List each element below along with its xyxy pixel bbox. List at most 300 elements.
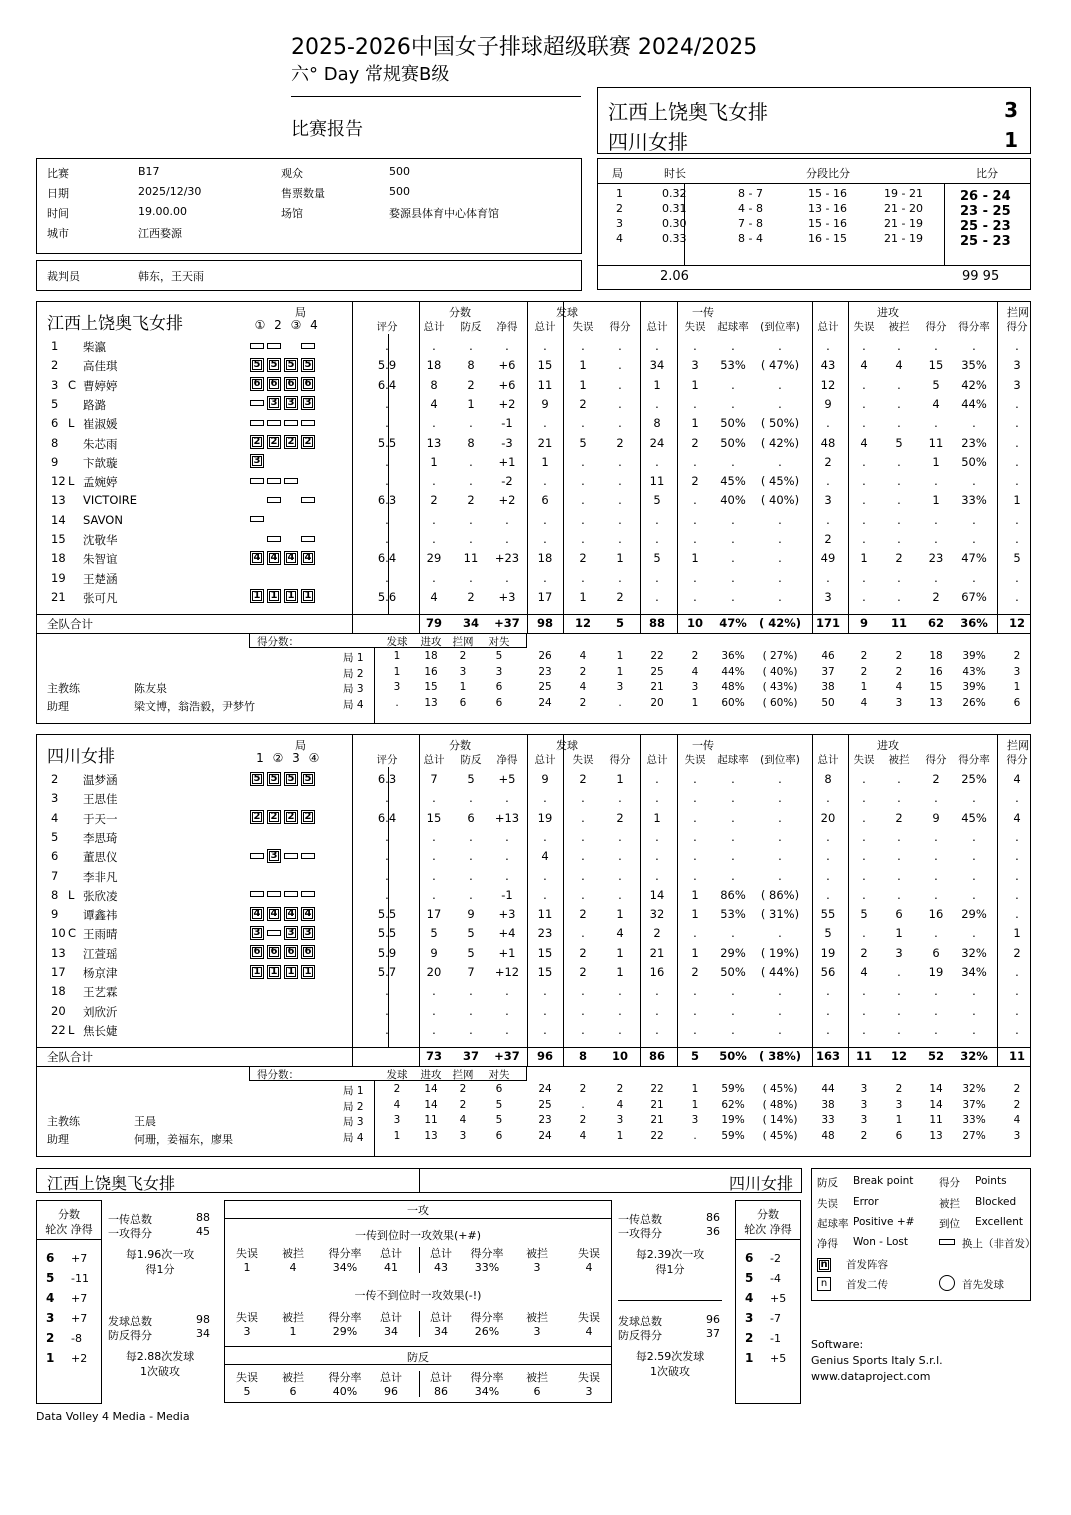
starting-position: 3 [287,926,295,938]
stat-cell: +6 [498,377,516,392]
rotation-cells [250,925,318,940]
info-value: B17 [138,165,160,178]
stat-cell: . [693,512,697,527]
starting-position-icon [250,926,264,940]
starting-position: 4 [253,551,261,563]
stat-cell: . [897,570,901,585]
stat-cell: 42% [961,377,987,392]
player-name: 张欣凌 [83,888,118,903]
starting-position: 3 [287,397,295,409]
set-stat: 4 [895,681,903,693]
stat-cell: 2 [616,810,624,825]
player-name: 路潞 [83,397,106,412]
stat-cell: 23 [537,926,553,941]
info-label: 比赛 [47,167,69,180]
stat-cell: . [543,532,547,546]
set-cell: 19 - 21 [884,187,923,200]
info-label: 时间 [47,207,69,220]
stat-cell: 2 [616,589,624,604]
stat-cell: 29% [961,907,987,922]
total-cell: ( 38%) [758,1049,802,1063]
stat-cell: . [693,570,697,585]
set-marker: 1 [256,751,264,765]
player-number: 9 [51,907,59,922]
coach-label: 主教练 [47,682,80,695]
set-points: 2 [459,1083,467,1095]
stat-cell: . [618,512,622,527]
stat-cell: . [581,984,585,999]
player-number: 5 [51,829,59,844]
stat-cell: . [693,810,697,825]
rotation-net: -4 [770,1272,781,1285]
stat-cell: . [897,849,901,864]
rotation-header: 轮次 净得 [45,1223,93,1236]
stat-cell: -3 [501,435,513,450]
divider [419,1169,420,1193]
stat-cell: 3 [1013,358,1021,373]
stat-cell: 20 [820,810,836,825]
player-number: 20 [51,1003,66,1018]
stat-cell: . [581,532,585,546]
stat-cell: . [897,493,901,508]
stat-cell: . [862,493,866,508]
starting-position-icon [301,907,315,921]
col-header: (到位率) [760,754,800,766]
stat-cell: 2 [579,945,587,960]
stat-cell: 5 [824,926,832,941]
starting-position-icon [267,358,281,372]
set-row-label: 局 2 [343,667,364,680]
stat-cell: 35% [961,358,987,373]
stat-cell: 5 [860,907,868,922]
starting-position-icon [817,1258,831,1272]
stat-cell: 15 [537,945,553,960]
col-header: 失误 [572,321,594,333]
player-number: 2 [51,772,59,786]
stat-cell: 1 [579,589,587,604]
starting-position-icon [250,907,264,921]
stat-cell: . [1015,339,1019,353]
total-cell: 73 [425,1049,442,1063]
sideout-bad-value: 4 [585,1325,593,1338]
rotation-number: 2 [745,1331,754,1345]
starting-position: 1 [304,965,312,977]
stat-cell: . [862,532,866,546]
stat-cell: . [934,1022,938,1037]
legend-term: 防反 [817,1177,838,1189]
stat-cell: . [826,512,830,527]
set-row-label: 局 4 [343,1131,364,1144]
sideout-good-value: 33% [474,1261,500,1274]
set-stat: 4 [579,681,587,693]
stat-cell: 1 [691,945,699,960]
player-name: 李非凡 [83,869,118,884]
stat-cell: . [862,512,866,527]
stat-cell: . [826,1003,830,1018]
stat-cell: 6.3 [377,772,397,786]
sideout-good-value: 4 [289,1261,297,1274]
set-cell: 21 - 19 [884,232,923,245]
a-reception-value2: 45 [196,1225,210,1238]
scoreboard-score-a: 3 [1004,98,1018,122]
legend-term: 得分 [939,1177,960,1189]
stat-cell: . [731,849,735,864]
stat-cell: . [655,396,659,411]
total-cell: 47% [719,616,747,630]
stat-cell: . [934,339,938,353]
stat-cell: . [897,1003,901,1018]
stat-cell: . [1015,396,1019,411]
stat-cell: 12 [820,377,836,392]
col-header: 净得 [496,754,518,766]
legend-desc: Break point [853,1175,914,1187]
sub-bench-icon [301,853,315,859]
a-serve-label1: 发球总数 [108,1315,152,1328]
stat-cell: 14 [649,887,665,902]
set-cell: 15 - 16 [808,217,847,230]
set-stat: 26 [538,650,552,662]
rotation-cells [250,512,318,526]
stat-cell: . [897,772,901,786]
stat-cell: 40% [720,493,746,508]
group-attack: 进攻 [877,739,899,752]
divider [37,1066,1030,1067]
info-value: 2025/12/30 [138,185,202,198]
team-name: 江西上饶奥飞女排 [47,314,183,334]
rotation-net: -1 [770,1332,781,1345]
stat-cell: . [618,377,622,392]
stat-cell: 9 [430,945,438,960]
starting-position: 5 [253,358,261,370]
stat-cell: . [731,926,735,941]
stat-cell: . [655,570,659,585]
stat-cell: 29 [426,551,442,566]
match-title: 2025-2026中国女子排球超级联赛 2024/2025 [291,35,758,60]
col-header: 得分 [609,754,631,766]
total-cell: 34 [462,616,479,630]
starting-position-icon [284,907,298,921]
stat-cell: . [778,791,782,806]
stat-cell: . [862,849,866,864]
player-row [37,569,1030,588]
set-stat: 1 [1013,681,1021,693]
set-points: 18 [424,650,438,662]
stat-cell: . [693,849,697,864]
referee-label: 裁判员 [47,270,80,283]
col-header: 失误 [853,321,875,333]
set-stat: 2 [860,665,868,678]
group-serve: 发球 [556,306,578,319]
transition-title: 防反 [407,1351,429,1364]
set-stat: 3 [860,1083,868,1095]
stat-cell: . [505,570,509,585]
rotation-number: 5 [745,1271,754,1285]
col-header: 防反 [460,754,482,766]
stat-cell: . [693,926,697,941]
stat-cell: . [862,772,866,786]
set-points: 11 [424,1114,438,1126]
set-stat: 4 [579,1129,587,1142]
stat-cell: 5 [579,435,587,450]
starting-position-icon [267,551,281,565]
col-header: 失误 [684,321,706,333]
stat-cell: . [543,1022,547,1037]
stat-cell: 32% [961,945,987,960]
stat-cell: . [778,570,782,585]
stat-cell: . [862,1022,866,1037]
stat-cell: . [581,512,585,527]
set-stat: 39% [962,681,986,693]
player-role: C [68,377,77,392]
eff-header: 总计 [430,1371,452,1384]
stat-cell: . [731,984,735,999]
stat-cell: 15 [537,358,553,373]
stat-cell: . [826,1022,830,1037]
b-reception-value1: 86 [706,1211,720,1224]
starting-position: 2 [304,436,312,447]
totals-label: 全队合计 [47,617,93,631]
set-stat: 14 [929,1083,943,1095]
stat-cell: . [543,474,547,489]
set-stat: 24 [538,696,552,709]
set-stat: ( 60%) [762,696,798,709]
software-company: Genius Sports Italy S.r.l. [811,1354,943,1367]
set-points: 1 [393,665,401,678]
starting-position-icon [284,772,298,786]
a-serve-note2: 1次破攻 [140,1365,180,1378]
total-cell: ( 42%) [758,616,802,630]
set-stat: 2 [860,650,868,662]
stat-cell: . [972,791,976,806]
scoreboard-team-b: 四川女排 [608,130,688,154]
stat-cell: 6.3 [377,493,397,508]
stat-cell: . [385,984,389,999]
stat-cell: . [655,829,659,844]
stat-cell: . [655,868,659,883]
a-reception-value1: 88 [196,1211,210,1224]
player-name: 李思琦 [83,830,118,845]
totals-label: 全队合计 [47,1050,93,1064]
stat-cell: . [731,532,735,546]
stat-cell: 55 [820,907,836,922]
assistant-label: 助理 [47,700,69,713]
rotation-number: 3 [46,1311,55,1325]
stat-cell: . [731,454,735,469]
stat-cell: . [432,791,436,806]
set-stat: 37% [962,1098,986,1111]
stat-cell: . [505,512,509,527]
rotation-cells [250,357,318,372]
stat-cell: 1 [932,454,940,469]
stat-cell: . [693,772,697,786]
points-header: 发球 [386,636,408,648]
starting-position: 5 [304,358,312,370]
set-marker: ④ [308,751,320,765]
stat-cell: 50% [720,435,746,450]
stat-cell: 8 [467,435,475,450]
stat-cell: . [618,829,622,844]
stat-cell: . [731,829,735,844]
set-points: 1 [459,681,467,693]
player-row [37,337,1030,356]
stat-cell: . [581,810,585,825]
stat-cell: . [897,474,901,489]
stat-cell: 6 [932,945,940,960]
total-cell: 79 [425,616,442,630]
sideout-bad-value: 34 [434,1325,448,1338]
rotation-cells [250,589,318,604]
first-serve-icon [939,1275,955,1291]
stat-cell: +4 [498,926,516,941]
set-stat: 33% [962,1114,986,1126]
total-cell: 86 [648,1049,665,1063]
stat-cell: . [693,396,697,411]
stat-cell: . [972,984,976,999]
stat-cell: . [862,589,866,604]
stat-cell: 23 [928,551,944,566]
stat-cell: 18 [426,358,442,373]
starting-position: 1 [287,590,295,602]
eff-header: 得分率 [328,1311,362,1324]
stat-cell: . [731,512,735,527]
player-name: 江萱瑶 [83,946,118,961]
stat-cell: . [862,416,866,431]
eff-header: 得分率 [328,1247,362,1260]
set-points: 13 [424,696,438,709]
player-number: 17 [51,965,66,979]
stat-cell: . [543,339,547,353]
set-stat: 19% [721,1114,745,1126]
starting-position-icon [267,772,281,786]
stat-cell: . [862,791,866,806]
starting-position-icon [250,772,264,786]
set-points: 2 [459,650,467,662]
set-cell: 21 - 19 [884,217,923,230]
info-label: 场馆 [281,207,303,220]
stat-cell: . [1015,829,1019,844]
col-header: 得分 [925,321,947,333]
legend-first-serve: 首先发球 [962,1279,1004,1291]
set-stat: 25 [538,681,552,693]
match-subtitle: 六° Day 常规赛B级 [291,64,450,85]
starting-position: 2 [304,811,312,823]
stat-cell: 45% [720,474,746,489]
stat-cell: 7 [430,772,438,786]
stat-cell: . [693,984,697,999]
col-header: 得分率 [958,754,990,766]
set-stat: 24 [538,1129,552,1142]
transition-value: 96 [384,1385,398,1398]
legend-setter: 首发二传 [846,1279,888,1291]
stat-cell: +1 [498,454,516,469]
stat-cell: . [432,829,436,844]
stat-cell: 1 [895,926,903,941]
b-reception-note1: 每2.39次一攻 [635,1248,705,1261]
set-row-label: 局 3 [343,683,364,695]
stat-cell: . [1015,868,1019,883]
footer: Data Volley 4 Media - Media [36,1410,190,1423]
setter-icon [817,1277,831,1291]
divider [618,1300,722,1301]
stat-cell: . [432,984,436,999]
set-stat: 37 [821,665,835,678]
eff-header: 被拦 [282,1311,304,1324]
stat-cell: 11 [537,377,553,392]
set-points: 5 [495,1098,503,1111]
set-stat: ( 27%) [762,650,798,662]
stat-cell: 2 [824,454,832,469]
stat-cell: . [655,1003,659,1018]
starting-position: 5 [304,772,312,784]
b-serve-value1: 96 [706,1313,720,1326]
set-stat: 59% [721,1083,745,1095]
rotation-number: 6 [745,1251,754,1265]
info-label: 售票数量 [281,187,325,200]
set-score: 25 - 23 [960,219,1011,234]
player-row [37,530,1030,549]
stat-cell: 44% [961,396,987,411]
set-points: 3 [459,665,467,678]
sets-table [597,158,1031,290]
stat-cell: 50% [961,454,987,469]
stat-cell: . [432,474,436,489]
starting-position: 6 [253,946,261,958]
set-stat: 3 [1013,665,1021,678]
rotation-net: +5 [770,1292,787,1305]
b-serve-label1: 发球总数 [618,1315,662,1328]
set-stat: 4 [616,1098,624,1111]
stat-cell: 25% [961,772,987,786]
starting-position: 1 [253,590,261,602]
stat-cell: . [934,926,938,941]
stat-cell: 48 [820,435,836,450]
sideout-good-value: 41 [384,1261,398,1274]
stat-cell: 20 [426,965,442,979]
total-cell: 11 [890,616,907,630]
sub-bench-icon [267,891,281,897]
stat-cell: 1 [616,551,624,566]
software-label: Software: [811,1338,864,1351]
stat-cell: 15 [426,810,442,825]
sideout-bad-value: 3 [533,1325,541,1338]
stat-cell: 5 [932,377,940,392]
starting-position: 2 [270,811,278,823]
col-header: 总计 [646,754,668,766]
stat-cell: . [618,416,622,431]
starting-position-icon [301,589,315,603]
set-stat: . [581,1098,585,1111]
stat-cell: . [778,772,782,786]
totals-row [37,1047,1030,1066]
starting-position-icon [250,551,264,565]
stat-cell: . [505,868,509,883]
stat-cell: . [934,849,938,864]
stat-cell: . [469,849,473,864]
player-name: 崔淑媛 [83,417,118,432]
starting-position-icon [301,810,315,824]
divider [225,1218,611,1219]
set-row-label: 局 4 [343,698,364,711]
stat-cell: . [731,791,735,806]
divider [598,183,1030,184]
set-points: 5 [495,650,503,662]
referee-value: 韩东，王天雨 [138,270,204,283]
eff-header: 总计 [430,1247,452,1260]
player-name: 卞歆璇 [83,455,118,470]
stat-cell: . [897,512,901,527]
sideout-bad-title: 一传不到位时一攻效果(-!) [354,1289,482,1302]
set-stat: 2 [895,665,903,678]
